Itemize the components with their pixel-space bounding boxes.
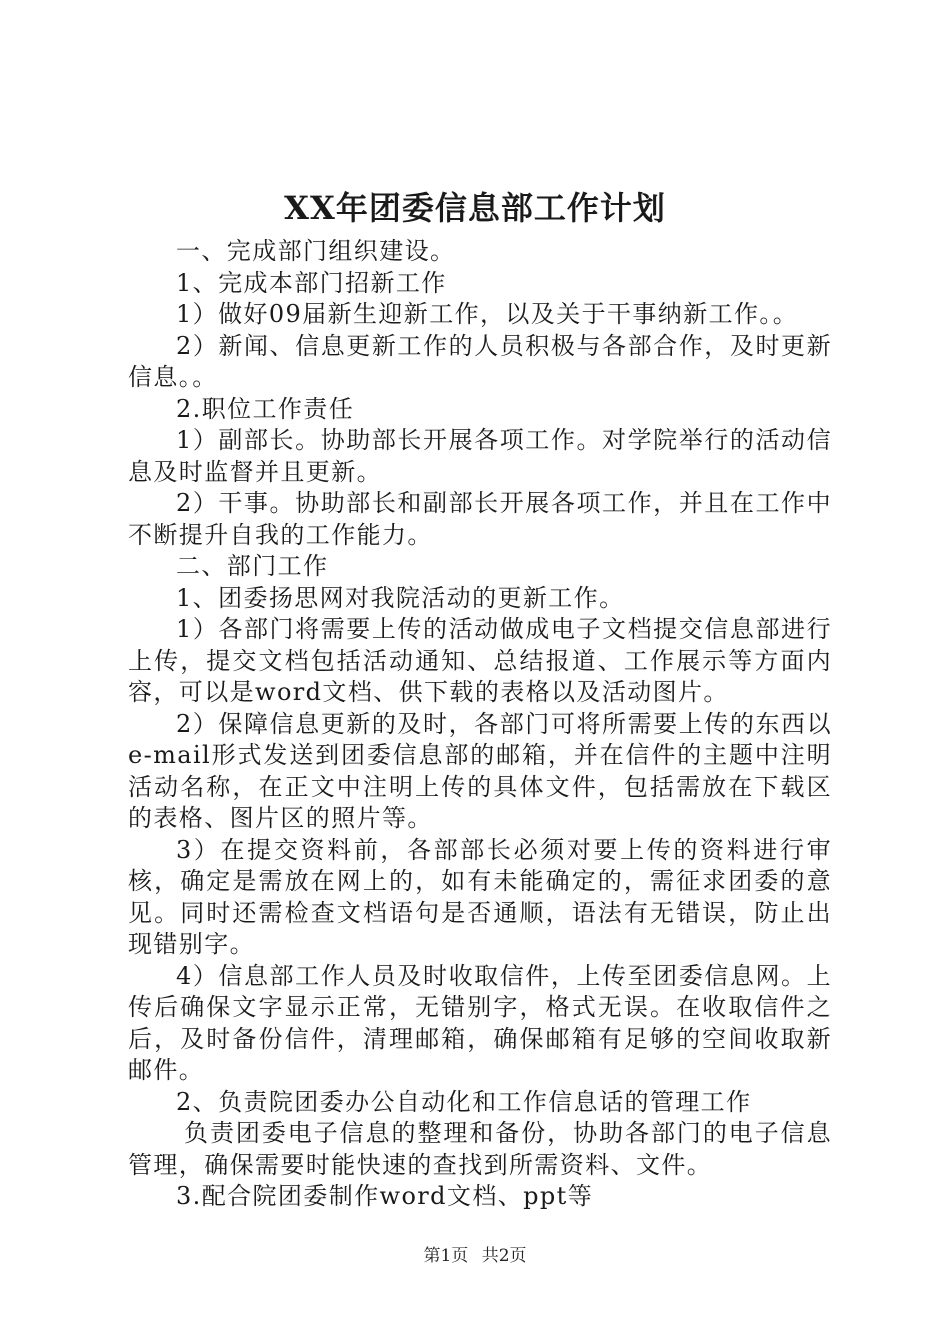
paragraph-recruitment-item-2: 2）新闻、信息更新工作的人员积极与各部合作，及时更新信息。。 (128, 331, 832, 391)
paragraph-website-item-4: 4）信息部工作人员及时收取信件，上传至团委信息网。上传后确保文字显示正常，无错别字，格式无误。在收取信件之后，及时备份信件，清理邮箱，确保邮箱有足够的空间收取新邮件。 (128, 961, 832, 1084)
paragraph-duties-heading: 2.职位工作责任 (176, 394, 355, 423)
paragraph-office-automation-heading: 2、负责院团委办公自动化和工作信息话的管理工作 (176, 1087, 752, 1116)
paragraph-section-1-heading: 一、完成部门组织建设。 (176, 237, 456, 265)
document-title: XX年团委信息部工作计划 (284, 189, 666, 227)
paragraph-office-automation-body: 负责团委电子信息的整理和备份，协助各部门的电子信息管理，确保需要时能快速的查找到所需资料、文件。 (128, 1119, 832, 1179)
paragraph-section-2-heading: 二、部门工作 (176, 552, 329, 580)
paragraph-duties-item-1: 1）副部长。协助部长开展各项工作。对学院举行的活动信息及时监督并且更新。 (128, 426, 832, 486)
paragraph-recruitment-heading: 1、完成本部门招新工作 (176, 268, 447, 297)
paragraph-website-item-2: 2）保障信息更新的及时，各部门可将所需要上传的东西以e-mail形式发送到团委信息部的邮箱，并在信件的主题中注明活动名称，在正文中注明上传的具体文件，包括需放在下载区的表格、图片区的照片等。 (128, 709, 832, 832)
paragraph-recruitment-item-1: 1）做好09届新生迎新工作，以及关于干事纳新工作。。 (176, 300, 799, 328)
page-number-current: 第1页 (423, 1246, 469, 1266)
paragraph-duties-item-2: 2）干事。协助部长和副部长开展各项工作，并且在工作中不断提升自我的工作能力。 (128, 489, 832, 549)
page-footer (0, 1244, 950, 1268)
page-number-total: 共2页 (481, 1246, 527, 1266)
paragraph-document-production: 3.配合院团委制作word文档、ppt等 (176, 1182, 594, 1210)
paragraph-website-item-1: 1）各部门将需要上传的活动做成电子文档提交信息部进行上传，提交文档包括活动通知、总结报道、工作展示等方面内容，可以是word文档、供下载的表格以及活动图片。 (128, 615, 832, 706)
document-body (128, 236, 832, 1213)
paragraph-website-item-3: 3）在提交资料前，各部部长必须对要上传的资料进行审核，确定是需放在网上的，如有未能确定的，需征求团委的意见。同时还需检查文档语句是否通顺，语法有无错误，防止出现错别字。 (128, 835, 832, 958)
paragraph-website-heading: 1、团委扬思网对我院活动的更新工作。 (176, 583, 625, 612)
